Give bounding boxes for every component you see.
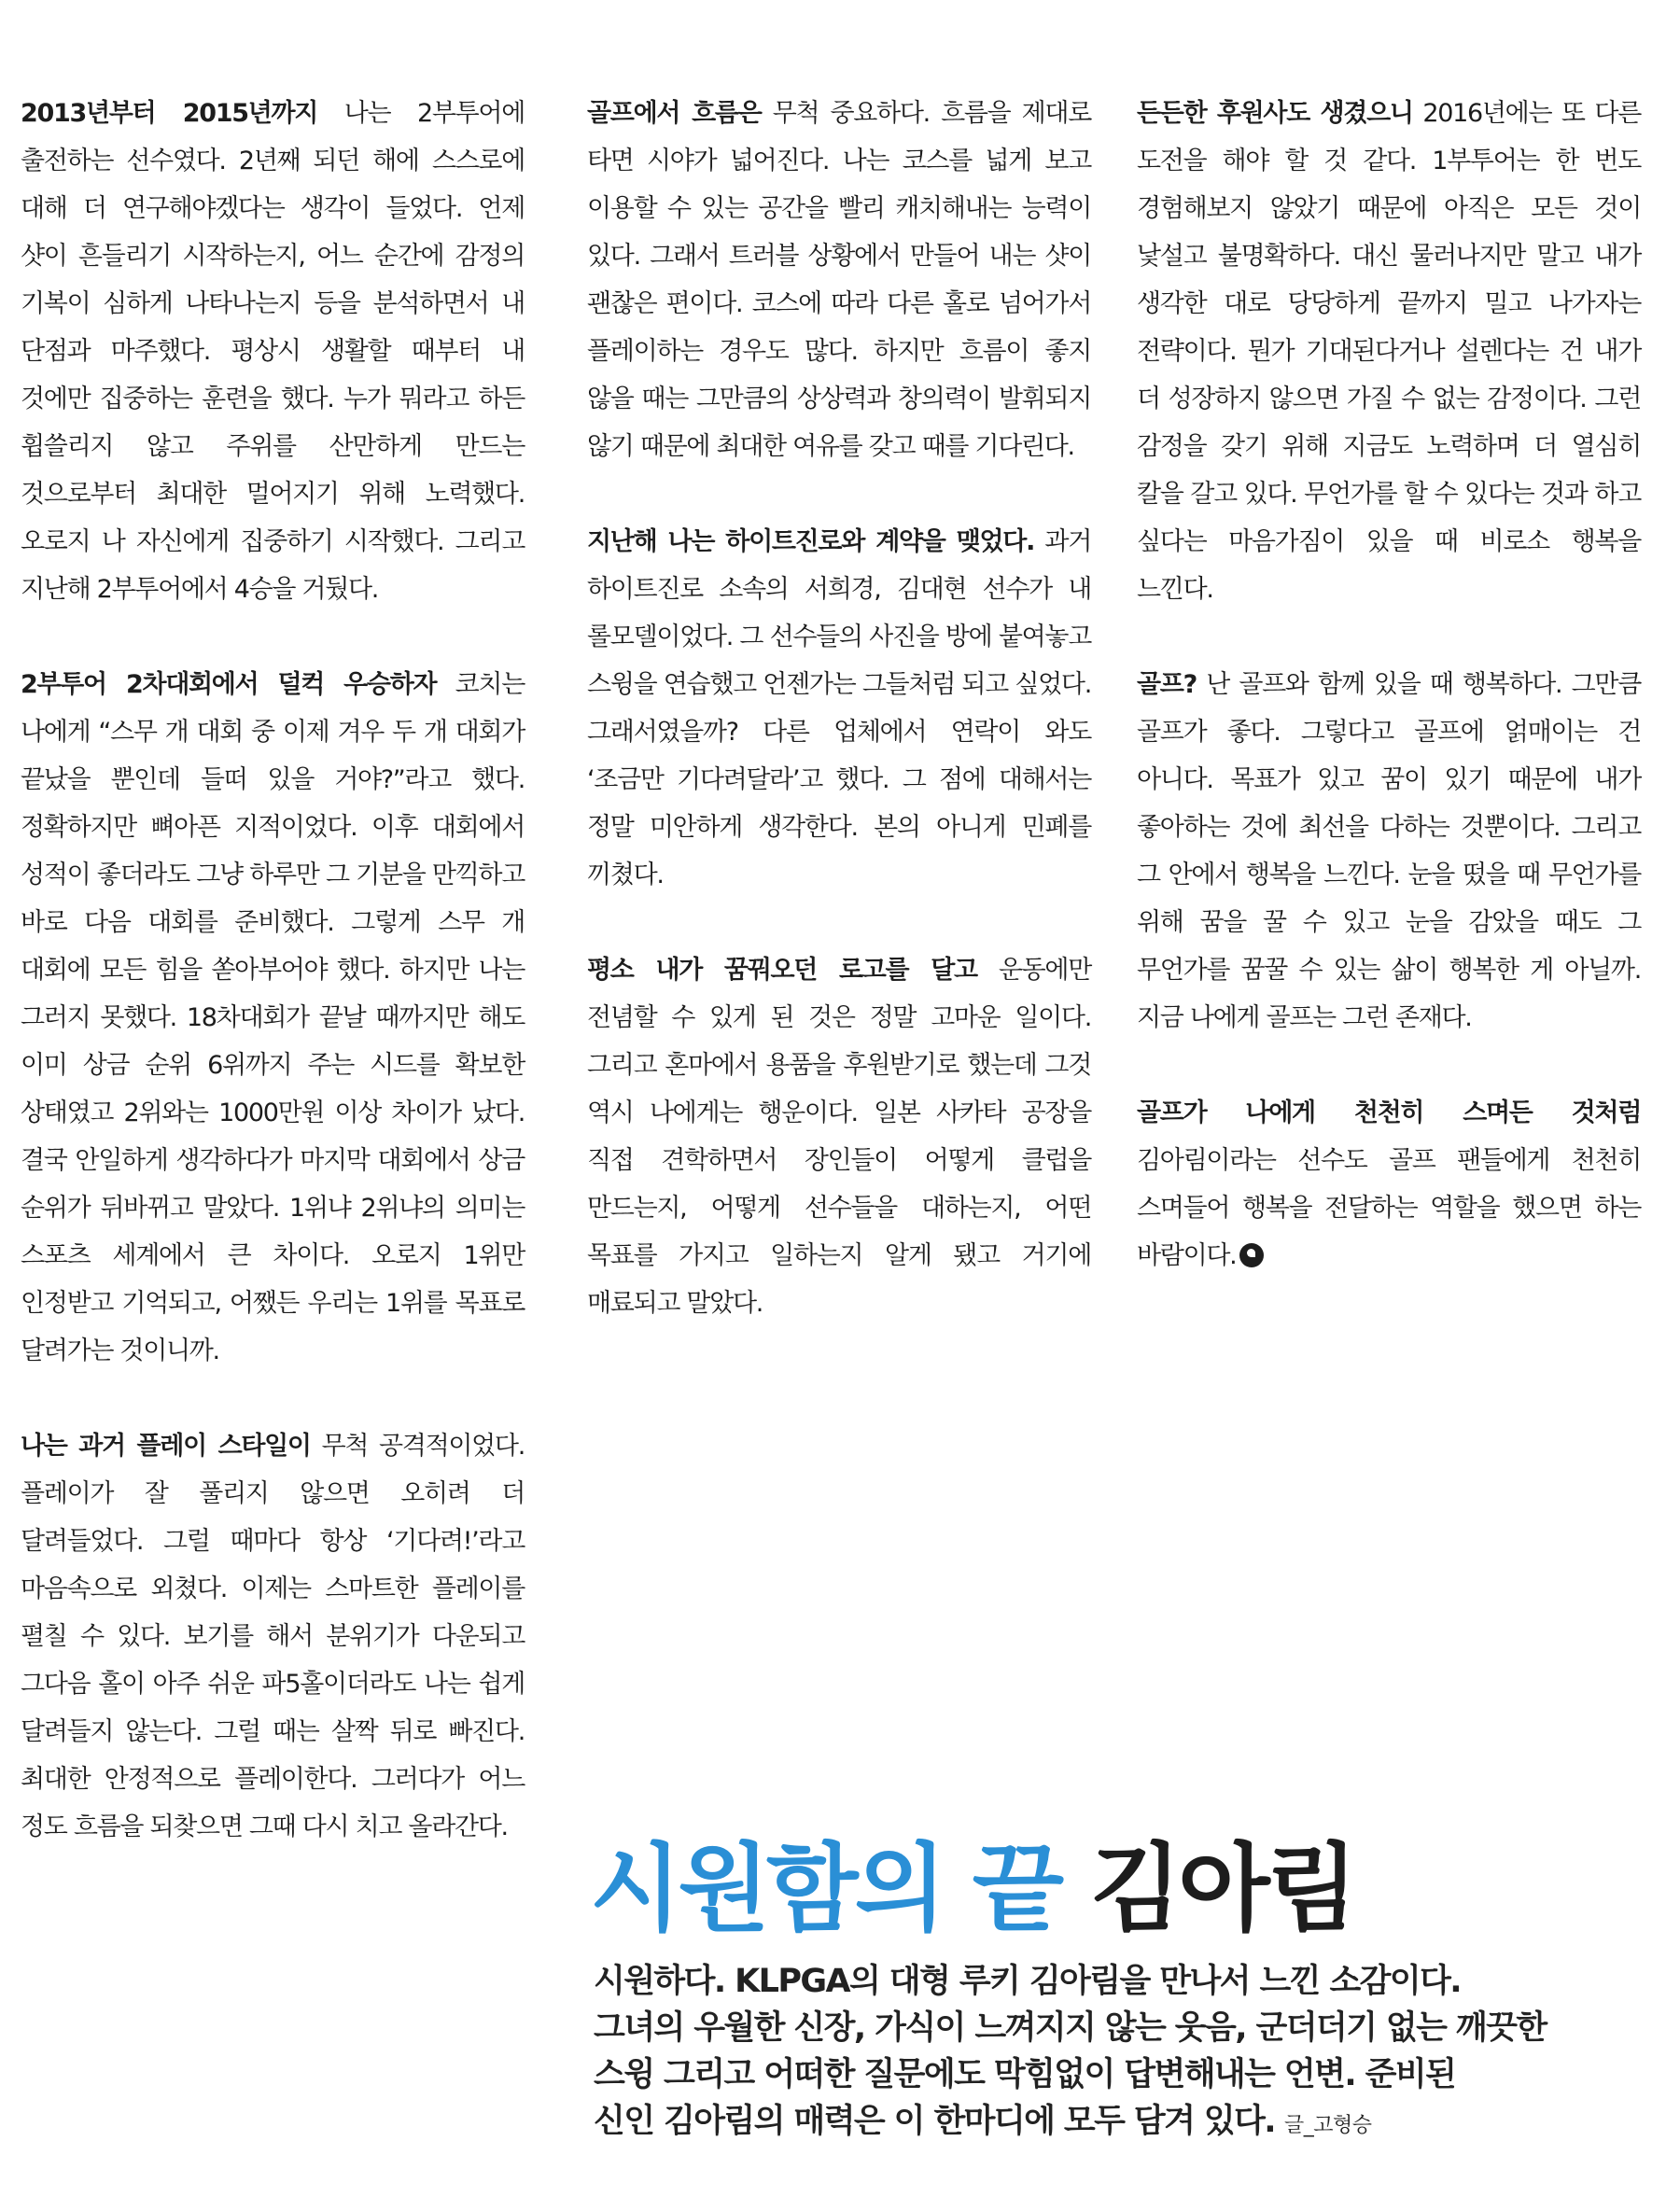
headline-accent: 시원함의 끝 [590, 1834, 1061, 1945]
paragraph [1137, 661, 1641, 1042]
article-column-3 [1137, 90, 1641, 1327]
paragraph-lead: 나는 과거 플레이 스타일이 [21, 1432, 311, 1461]
byline: 글_고형승 [1284, 2114, 1372, 2137]
deck-line: 그녀의 우월한 신장, 가식이 느껴지지 않는 웃음, 군더더기 없는 깨끗한 [594, 2009, 1547, 2047]
paragraph-lead: 골프? [1137, 670, 1197, 699]
paragraph-text: 코치는 나에게 “스무 개 대회 중 이제 겨우 두 개 대회가 끝났을 뿐인데 들떠 있을 거야?”라고 했다. 정확하지만 뼈아픈 지적이었다. 이후 대회에서 성적이 좋더라도 그냥 하루만 그 기분을 만끽하고 바로 다음 대회를 준비했다. 그렇게 스무 개 대회에 모든 힘을 쏟아부어야 했다. 하지만 나는 그러지 못했다. 18차대회가 끝날 때까지만 해도 이미 상금 순위 6위까지 주는 시드를 확보한 상태였고 2위와는 1000만원 이상 차이가 났다. 결국 안일하게 생각하다가 마지막 대회에서 상금 순위가 뒤바뀌고 말았다. 1위냐 2위냐의 의미는 스포츠 세계에서 큰 차이다. 오로지 1위만 인정받고 기억되고, 어쨌든 우리는 1위를 목표로 달려가는 것이니까. [21, 670, 525, 1365]
paragraph-text: 무척 중요하다. 흐름을 제대로 타면 시야가 넓어진다. 나는 코스를 넓게 보고 이용할 수 있는 공간을 빨리 캐치해내는 능력이 있다. 그래서 트러블 상황에서 만들어 내는 샷이 괜찮은 편이다. 코스에 따라 다른 홀로 넘어가서 플레이하는 경우도 많다. 하지만 흐름이 좋지 않을 때는 그만큼의 상상력과 창의력이 발휘되지 않기 때문에 최대한 여유를 갖고 때를 기다린다. [587, 99, 1091, 461]
paragraph-lead: 평소 내가 꿈꿔오던 로고를 달고 [587, 956, 977, 985]
paragraph-text: 2016년에는 또 다른 도전을 해야 할 것 같다. 1부투어는 한 번도 경험해보지 않았기 때문에 아직은 모든 것이 낯설고 불명확하다. 대신 물러나지만 말고 내가 생각한 대로 당당하게 끝까지 밀고 나가자는 전략이다. 뭔가 기대된다거나 설렌다는 건 내가 더 성장하지 않으면 가질 수 없는 감정이다. 그런 감정을 갖기 위해 지금도 노력하며 더 열심히 칼을 갈고 있다. 무언가를 할 수 있다는 것과 하고 싶다는 마음가짐이 있을 때 비로소 행복을 느낀다. [1137, 99, 1641, 604]
paragraph-lead: 골프가 나에게 천천히 스며든 것처럼 [1137, 1098, 1641, 1127]
paragraph [21, 661, 525, 1375]
paragraph-lead: 지난해 나는 하이트진로와 계약을 맺었다. [587, 527, 1035, 556]
paragraph-text: 김아림이라는 선수도 골프 팬들에게 천천히 스며들어 행복을 전달하는 역할을 했으면 하는 바람이다. [1137, 1146, 1641, 1270]
paragraph-text: 운동에만 전념할 수 있게 된 것은 정말 고마운 일이다. 그리고 혼마에서 용품을 후원받기로 했는데 그것 역시 나에게는 행운이다. 일본 사카타 공장을 직접 견학하면서 장인들이 어떻게 클럽을 만드는지, 어떻게 선수들을 대하는지, 어떤 목표를 가지고 일하는지 알게 됐고 거기에 매료되고 말았다. [587, 956, 1091, 1318]
paragraph [587, 90, 1091, 470]
end-mark-icon [1239, 1243, 1264, 1267]
deck-line: 스윙 그리고 어떠한 질문에도 막힘없이 답변해내는 언변. 준비된 [594, 2056, 1456, 2093]
paragraph [21, 90, 525, 613]
paragraph-lead: 든든한 후원사도 생겼으니 [1137, 99, 1413, 128]
paragraph-text: 나는 2부투어에 출전하는 선수였다. 2년째 되던 해에 스스로에 대해 더 연구해야겠다는 생각이 들었다. 언제 샷이 흔들리기 시작하는지, 어느 순간에 감정의 기복이 심하게 나타나는지 등을 분석하면서 내 단점과 마주했다. 평상시 생활할 때부터 내 것에만 집중하는 훈련을 했다. 누가 뭐라고 하든 휩쓸리지 않고 주위를 산만하게 만드는 것으로부터 최대한 멀어지기 위해 노력했다. 오로지 나 자신에게 집중하기 시작했다. 그리고 지난해 2부투어에서 4승을 거뒀다. [21, 99, 525, 604]
article-deck [594, 1958, 1648, 2149]
article-column-2 [587, 90, 1091, 1375]
article-column-1 [21, 90, 525, 1898]
article-headline [590, 1834, 1354, 1946]
paragraph [21, 1422, 525, 1851]
paragraph [587, 946, 1091, 1327]
paragraph [587, 518, 1091, 899]
paragraph [1137, 90, 1641, 613]
paragraph-lead: 골프에서 흐름은 [587, 99, 762, 128]
headline-name: 김아림 [1089, 1834, 1355, 1945]
paragraph-lead: 2부투어 2차대회에서 덜컥 우승하자 [21, 670, 437, 699]
paragraph [1137, 1089, 1641, 1280]
deck-line-text: 신인 김아림의 매력은 이 한마디에 모두 담겨 있다. [594, 2103, 1275, 2140]
paragraph-lead: 2013년부터 2015년까지 [21, 99, 318, 128]
deck-line-last [594, 2098, 1648, 2149]
paragraph-text: 무척 공격적이었다. 플레이가 잘 풀리지 않으면 오히려 더 달려들었다. 그럴 때마다 항상 ‘기다려!’라고 마음속으로 외쳤다. 이제는 스마트한 플레이를 펼칠 수 있다. 보기를 해서 분위기가 다운되고 그다음 홀이 아주 쉬운 파5홀이더라도 나는 쉽게 달려들지 않는다. 그럴 때는 살짝 뒤로 빠진다. 최대한 안정적으로 플레이한다. 그러다가 어느 정도 흐름을 되찾으면 그때 다시 치고 올라간다. [21, 1432, 525, 1841]
deck-line: 시원하다. KLPGA의 대형 루키 김아림을 만나서 느낀 소감이다. [594, 1963, 1462, 2000]
paragraph-text: 과거 하이트진로 소속의 서희경, 김대현 선수가 내 롤모델이었다. 그 선수들의 사진을 방에 붙여놓고 스윙을 연습했고 언젠가는 그들처럼 되고 싶었다. 그래서였을까? 다른 업체에서 연락이 와도 ‘조금만 기다려달라’고 했다. 그 점에 대해서는 정말 미안하게 생각한다. 본의 아니게 민폐를 끼쳤다. [587, 527, 1091, 889]
paragraph-text: 난 골프와 함께 있을 때 행복하다. 그만큼 골프가 좋다. 그렇다고 골프에 얽매이는 건 아니다. 목표가 있고 꿈이 있기 때문에 내가 좋아하는 것에 최선을 다하는 것뿐이다. 그리고 그 안에서 행복을 느낀다. 눈을 떴을 때 무언가를 위해 꿈을 꿀 수 있고 눈을 감았을 때도 그 무언가를 꿈꿀 수 있는 삶이 행복한 게 아닐까. 지금 나에게 골프는 그런 존재다. [1137, 670, 1641, 1032]
